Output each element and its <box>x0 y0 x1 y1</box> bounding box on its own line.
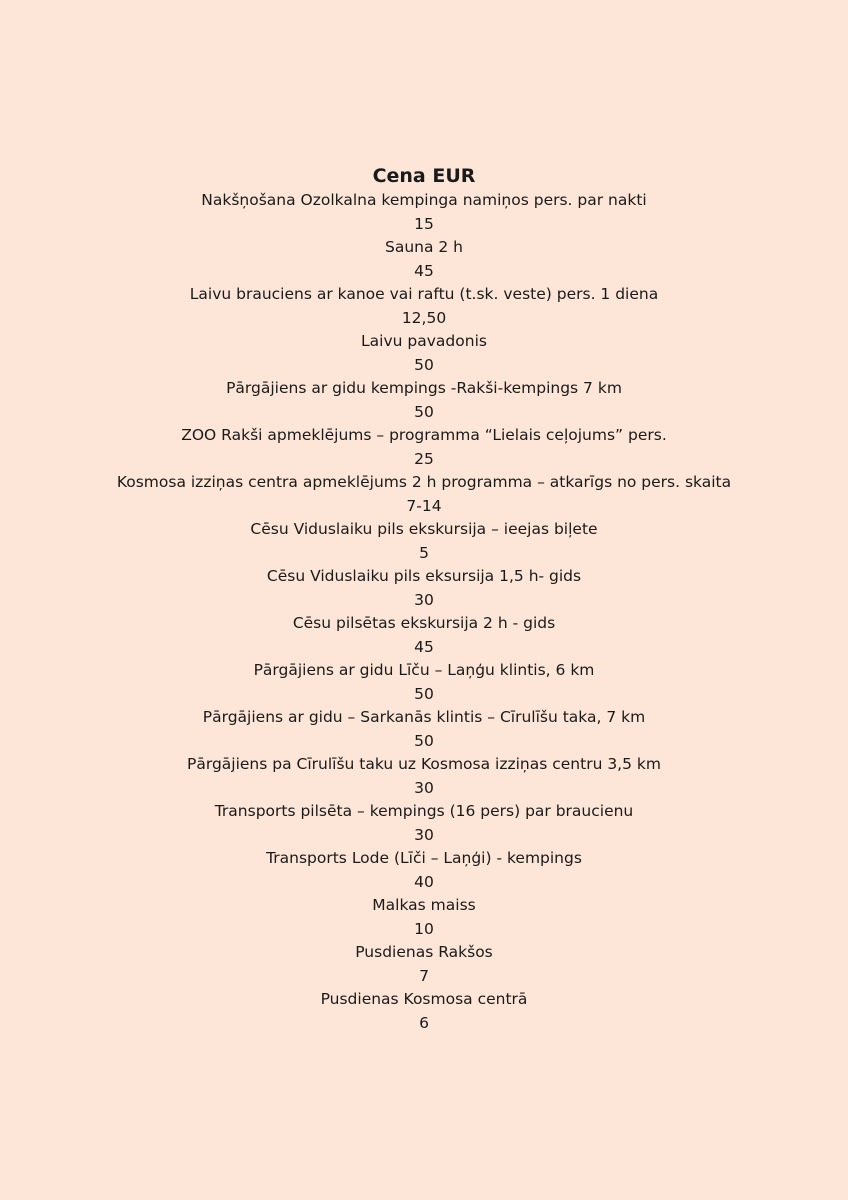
item-label: Kosmosa izziņas centra apmeklējums 2 h programma – atkarīgs no pers. skaita <box>116 473 732 491</box>
item-price: 5 <box>419 543 429 562</box>
list-item <box>0 988 848 1035</box>
list-item <box>0 847 848 894</box>
list-item <box>0 424 848 471</box>
item-price: 30 <box>414 778 434 797</box>
item-label: Cēsu pilsētas ekskursija 2 h - gids <box>292 614 556 632</box>
item-label: Nakšņošana Ozolkalna kempinga namiņos pers. par nakti <box>201 191 647 209</box>
item-label: Pārgājiens pa Cīrulīšu taku uz Kosmosa izziņas centru 3,5 km <box>187 755 661 773</box>
list-item <box>0 659 848 706</box>
price-list-title: Cena EUR <box>372 165 476 187</box>
item-price: 50 <box>414 355 434 374</box>
item-price: 15 <box>414 214 434 233</box>
list-item <box>0 800 848 847</box>
list-item <box>0 565 848 612</box>
item-label: Laivu brauciens ar kanoe vai raftu (t.sk. veste) pers. 1 diena <box>189 285 659 303</box>
item-price: 45 <box>414 637 434 656</box>
item-price: 7 <box>419 966 429 985</box>
item-price: 12,50 <box>401 308 447 327</box>
item-price: 50 <box>414 684 434 703</box>
item-price: 50 <box>414 402 434 421</box>
item-price: 50 <box>414 731 434 750</box>
item-label: Laivu pavadonis <box>361 332 487 350</box>
item-price: 6 <box>419 1013 429 1032</box>
list-item <box>0 377 848 424</box>
list-item <box>0 612 848 659</box>
list-item <box>0 189 848 236</box>
list-item <box>0 330 848 377</box>
item-label: Cēsu Viduslaiku pils ekskursija – ieejas biļete <box>250 520 598 538</box>
list-item <box>0 706 848 753</box>
item-label: Transports pilsēta – kempings (16 pers) par braucienu <box>214 802 634 820</box>
item-label: Pusdienas Rakšos <box>355 943 493 961</box>
item-label: Malkas maiss <box>372 896 476 914</box>
item-label: Pārgājiens ar gidu – Sarkanās klintis – Cīrulīšu taka, 7 km <box>202 708 646 726</box>
item-label: Cēsu Viduslaiku pils eksursija 1,5 h- gids <box>266 567 582 585</box>
item-label: Pārgājiens ar gidu kempings -Rakši-kempings 7 km <box>226 379 622 397</box>
item-label: Pārgājiens ar gidu Līču – Laņģu klintis, 6 km <box>253 661 595 679</box>
list-item <box>0 518 848 565</box>
item-price: 30 <box>414 590 434 609</box>
item-price: 25 <box>414 449 434 468</box>
list-item <box>0 471 848 518</box>
item-price: 40 <box>414 872 434 891</box>
list-item <box>0 236 848 283</box>
list-item <box>0 941 848 988</box>
item-price: 45 <box>414 261 434 280</box>
list-item <box>0 283 848 330</box>
item-price: 10 <box>414 919 434 938</box>
item-price: 30 <box>414 825 434 844</box>
item-label: Pusdienas Kosmosa centrā <box>320 990 528 1008</box>
list-item <box>0 894 848 941</box>
list-item <box>0 753 848 800</box>
item-label: Transports Lode (Līči – Laņģi) - kempings <box>266 849 582 867</box>
item-label: Sauna 2 h <box>384 238 464 256</box>
item-label: ZOO Rakši apmeklējums – programma “Lielais ceļojums” pers. <box>181 426 667 444</box>
price-list <box>0 163 848 1035</box>
item-price: 7-14 <box>406 496 442 515</box>
